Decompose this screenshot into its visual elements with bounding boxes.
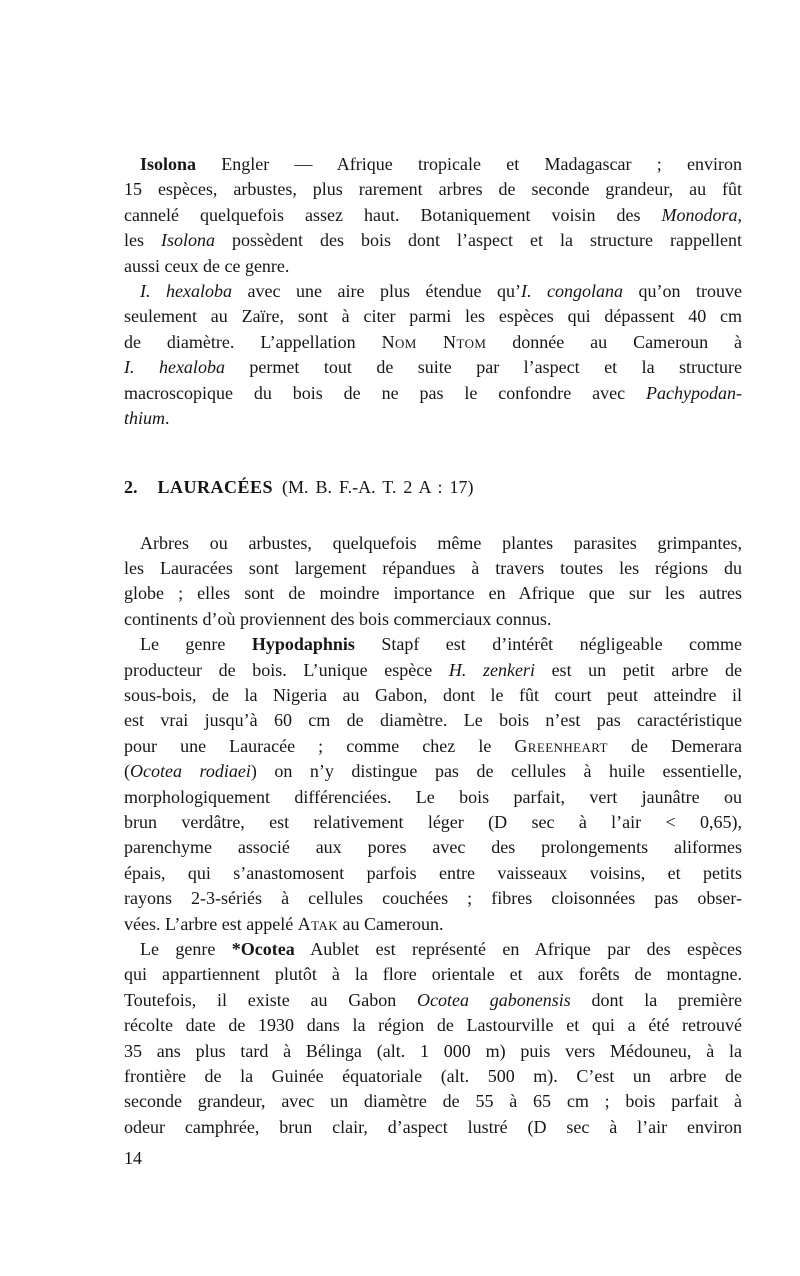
- text-run: Hypodaphnis: [251, 634, 355, 655]
- para-hypodaphnis: [124, 632, 742, 937]
- text-line: [124, 988, 742, 1013]
- text-line: [124, 355, 742, 380]
- text-run: Ocotea gabonensis: [417, 989, 571, 1010]
- text-run: I. congolana: [520, 280, 623, 301]
- text-run: seulement au Zaïre, sont à citer parmi les espèces qui dépassent 40 cm: [124, 306, 742, 327]
- text-line: [124, 1089, 742, 1114]
- para-isolona: [124, 152, 742, 279]
- text-run: Isolona: [161, 230, 216, 251]
- text-run: avec une aire plus étendue qu’: [232, 280, 521, 301]
- text-run: les: [124, 230, 162, 251]
- text-run: macroscopique du bois de ne pas le confondre avec: [124, 382, 647, 403]
- text-run: globe ; elles sont de moindre importance en Afrique que sur les autres: [124, 583, 742, 604]
- text-run: sous-bois, de la Nigeria au Gabon, dont le fût court peut atteindre il: [124, 685, 742, 706]
- text-line: [124, 912, 742, 937]
- text-line: [124, 330, 742, 355]
- text-run: ) on n’y distingue pas de cellules à huile essentielle,: [250, 761, 742, 782]
- text-run: donnée au Cameroun à: [486, 331, 742, 352]
- para-lauracees-intro: [124, 531, 742, 633]
- text-line: [124, 937, 742, 962]
- text-line: [124, 254, 742, 279]
- text-run: H. zenkeri: [448, 659, 535, 680]
- text-line: [124, 531, 742, 556]
- text-line: [124, 1064, 742, 1089]
- text-run: Le genre: [140, 634, 252, 655]
- text-run: I. hexaloba: [140, 280, 232, 301]
- text-line: [124, 861, 742, 886]
- para-hexaloba: [124, 279, 742, 431]
- text-run: rayons 2-3-sériés à cellules couchées ; fibres cloisonnées pas obser-: [124, 888, 742, 909]
- text-line: [124, 177, 742, 202]
- text-run: est un petit arbre de: [534, 659, 742, 680]
- text-line: [124, 683, 742, 708]
- text-line: [124, 734, 742, 759]
- text-run: Stapf est d’intérêt négligeable comme: [354, 634, 742, 655]
- text-run: Atak: [297, 913, 339, 934]
- text-line: [124, 607, 742, 632]
- text-run: I. hexaloba: [124, 357, 225, 378]
- text-line: [124, 304, 742, 329]
- text-line: [124, 406, 742, 431]
- text-run: (: [124, 761, 130, 782]
- text-run: de Demerara: [607, 735, 742, 756]
- text-run: morphologiquement différenciées. Le bois parfait, vert jaunâtre ou: [124, 786, 742, 807]
- text-run: aussi ceux de ce genre.: [124, 255, 290, 276]
- page-number: 14: [124, 1148, 142, 1168]
- text-run: Nom Ntom: [381, 331, 487, 352]
- text-run: Isolona: [140, 154, 197, 174]
- text-run: les Lauracées sont largement répandues à travers toutes les régions du: [124, 558, 742, 579]
- text-run: Le genre: [140, 938, 232, 959]
- text-run: frontière de la Guinée équatoriale (alt. 500 m). C’est un arbre de: [124, 1065, 742, 1086]
- text-block: [124, 152, 742, 1140]
- text-line: [124, 228, 742, 253]
- text-line: [124, 810, 742, 835]
- text-run: continents d’où proviennent des bois commerciaux connus.: [124, 608, 552, 629]
- text-line: [124, 708, 742, 733]
- text-line: [124, 835, 742, 860]
- text-run: thium: [124, 407, 166, 428]
- text-run: qui appartiennent plutôt à la flore orientale et aux forêts de montagne.: [124, 964, 742, 985]
- text-line: [124, 886, 742, 911]
- text-run: Toutefois, il existe au Gabon: [124, 989, 418, 1010]
- text-line: [124, 203, 742, 228]
- text-line: [124, 1039, 742, 1064]
- text-run: parenchyme associé aux pores avec des prolongements aliformes: [124, 837, 742, 858]
- text-run: Greenheart: [514, 735, 608, 756]
- text-run: brun verdâtre, est relativement léger (D sec à l’air < 0,65),: [124, 811, 742, 832]
- text-run: 35 ans plus tard à Bélinga (alt. 1 000 m) puis vers Médouneu, à la: [124, 1040, 742, 1061]
- heading-lauracees: [124, 475, 742, 500]
- text-line: [124, 556, 742, 581]
- text-line: [124, 1013, 742, 1038]
- text-run: permet tout de suite par l’aspect et la structure: [224, 357, 742, 378]
- text-line: [124, 381, 742, 406]
- text-run: odeur camphrée, brun clair, d’aspect lustré (D sec à l’air environ: [124, 1116, 742, 1137]
- text-run: de diamètre. L’appellation: [124, 331, 382, 352]
- text-run: Ocotea rodiaei: [130, 761, 251, 782]
- text-run: récolte date de 1930 dans la région de Lastourville et qui a été retrouvé: [124, 1015, 742, 1036]
- heading-reference: (M. B. F.-A. T. 2 A : 17): [282, 477, 474, 498]
- text-run: est vrai jusqu’à 60 cm de diamètre. Le bois n’est pas caractéristique: [124, 710, 742, 731]
- text-line: [124, 581, 742, 606]
- text-line: [124, 658, 742, 683]
- text-run: Aublet est représenté en Afrique par des espèces: [294, 938, 742, 959]
- text-line: [124, 785, 742, 810]
- text-run: seconde grandeur, avec un diamètre de 55 à 65 cm ; bois parfait à: [124, 1091, 742, 1112]
- text-run: dont la première: [570, 989, 743, 1010]
- text-run: Engler — Afrique tropicale et Madagascar ; environ: [196, 154, 742, 174]
- text-line: [124, 1115, 742, 1140]
- heading-title: LAURACÉES: [157, 477, 274, 498]
- text-run: .: [165, 407, 170, 428]
- text-line: [124, 759, 742, 784]
- text-line: [124, 279, 742, 304]
- heading-number: 2.: [124, 477, 138, 498]
- text-run: *Ocotea: [231, 938, 295, 959]
- text-run: cannelé quelquefois assez haut. Botaniquement voisin des: [124, 204, 662, 225]
- text-run: producteur de bois. L’unique espèce: [124, 659, 449, 680]
- text-run: Monodora: [661, 204, 738, 225]
- text-run: Pachypodan-: [646, 382, 742, 403]
- text-run: ,: [737, 204, 742, 225]
- text-run: qu’on trouve: [622, 280, 742, 301]
- text-run: épais, qui s’anastomosent parfois entre vaisseaux voisins, et petits: [124, 862, 742, 883]
- text-run: Arbres ou arbustes, quelquefois même plantes parasites grimpantes,: [140, 532, 742, 553]
- text-run: possèdent des bois dont l’aspect et la structure rappellent: [215, 230, 742, 251]
- text-run: 15 espèces, arbustes, plus rarement arbres de seconde grandeur, au fût: [124, 179, 742, 200]
- text-run: vées. L’arbre est appelé: [124, 913, 298, 934]
- para-ocotea: [124, 937, 742, 1140]
- text-run: pour une Lauracée ; comme chez le: [124, 735, 515, 756]
- text-run: au Cameroun.: [338, 913, 444, 934]
- text-line: [124, 632, 742, 657]
- text-line: [124, 962, 742, 987]
- text-line: [124, 152, 742, 177]
